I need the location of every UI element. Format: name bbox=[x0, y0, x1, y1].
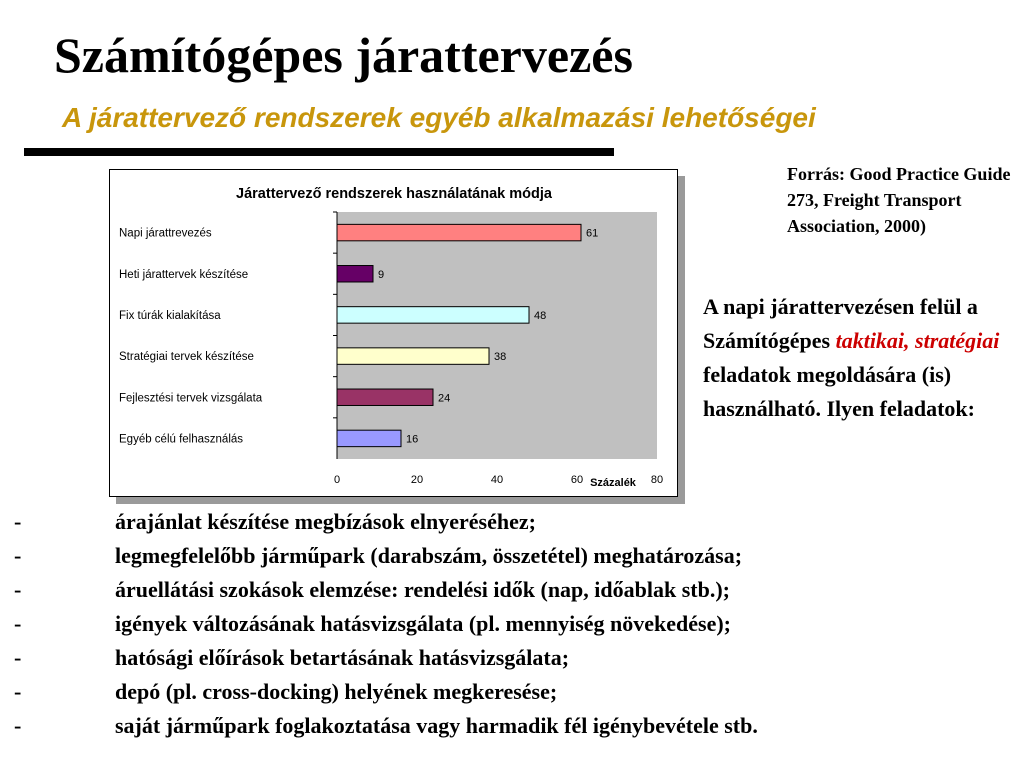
x-tick-label: 0 bbox=[333, 474, 341, 486]
category-label: Stratégiai tervek készítése bbox=[119, 351, 254, 364]
task-text: igények változásának hatásvizsgálata (pl. mennyiség növekedése); bbox=[115, 611, 731, 636]
usage-note-text-1: A napi járattervezésen felül a Számítógépes bbox=[703, 294, 978, 353]
task-dash: - bbox=[14, 577, 22, 602]
bar bbox=[337, 430, 401, 446]
task-text: árajánlat készítése megbízások elnyeréséhez; bbox=[115, 509, 536, 534]
task-dash: - bbox=[14, 509, 22, 534]
task-text: áruellátási szokások elemzése: rendelési idők (nap, időablak stb.); bbox=[115, 577, 731, 602]
data-label: 24 bbox=[438, 392, 451, 405]
data-label: 61 bbox=[586, 227, 599, 240]
x-tick-label: 60 bbox=[570, 474, 584, 486]
bar bbox=[337, 348, 489, 364]
bar bbox=[337, 307, 529, 323]
usage-note-highlight: taktikai, stratégiai bbox=[835, 328, 1000, 353]
chart-title: Járattervező rendszerek használatának módja bbox=[236, 186, 552, 202]
bar bbox=[337, 266, 373, 282]
usage-note-text-2: feladatok megoldására (is) használható. Ilyen feladatok: bbox=[703, 362, 975, 421]
data-label: 16 bbox=[406, 433, 419, 446]
category-label: Fejlesztési tervek vizsgálata bbox=[119, 392, 263, 405]
task-dash: - bbox=[14, 611, 22, 636]
category-label: Egyéb célú felhasználás bbox=[119, 433, 244, 446]
slide-subtitle: A járattervező rendszerek egyéb alkalmazási lehetőségei bbox=[62, 102, 816, 133]
x-tick-label: 40 bbox=[490, 474, 504, 486]
task-text: saját járműpark foglakoztatása vagy harmadik fél igénybevétele stb. bbox=[115, 713, 758, 738]
x-tick-label: 20 bbox=[410, 474, 424, 486]
chart-frame bbox=[109, 169, 678, 497]
data-label: 48 bbox=[534, 309, 547, 322]
bar bbox=[337, 389, 433, 405]
slide-title: Számítógépes járattervezés bbox=[54, 27, 633, 83]
plot-area bbox=[337, 212, 657, 459]
task-dash: - bbox=[14, 679, 22, 704]
bar-chart bbox=[110, 170, 677, 496]
data-label: 9 bbox=[378, 268, 385, 281]
usage-note bbox=[703, 290, 1003, 426]
task-text: hatósági előírások betartásának hatásvizsgálata; bbox=[115, 645, 570, 670]
category-label: Fix túrák kialakítása bbox=[119, 309, 221, 322]
x-axis-label: Százalék bbox=[590, 477, 636, 489]
task-dash: - bbox=[14, 645, 22, 670]
data-label: 38 bbox=[494, 351, 507, 364]
task-dash: - bbox=[14, 713, 22, 738]
category-label: Heti járattervek készítése bbox=[119, 268, 249, 281]
x-tick-label: 80 bbox=[650, 474, 664, 486]
source-note: Forrás: Good Practice Guide 273, Freight Transport Association, 2000) bbox=[787, 164, 1011, 236]
task-dash: - bbox=[14, 543, 22, 568]
task-text: legmegfelelőbb járműpark (darabszám, összetétel) meghatározása; bbox=[115, 543, 743, 568]
task-text: depó (pl. cross-docking) helyének megkeresése; bbox=[115, 679, 558, 704]
title-divider bbox=[24, 148, 614, 156]
bar bbox=[337, 224, 581, 240]
category-label: Napi járattrevezés bbox=[119, 227, 212, 240]
